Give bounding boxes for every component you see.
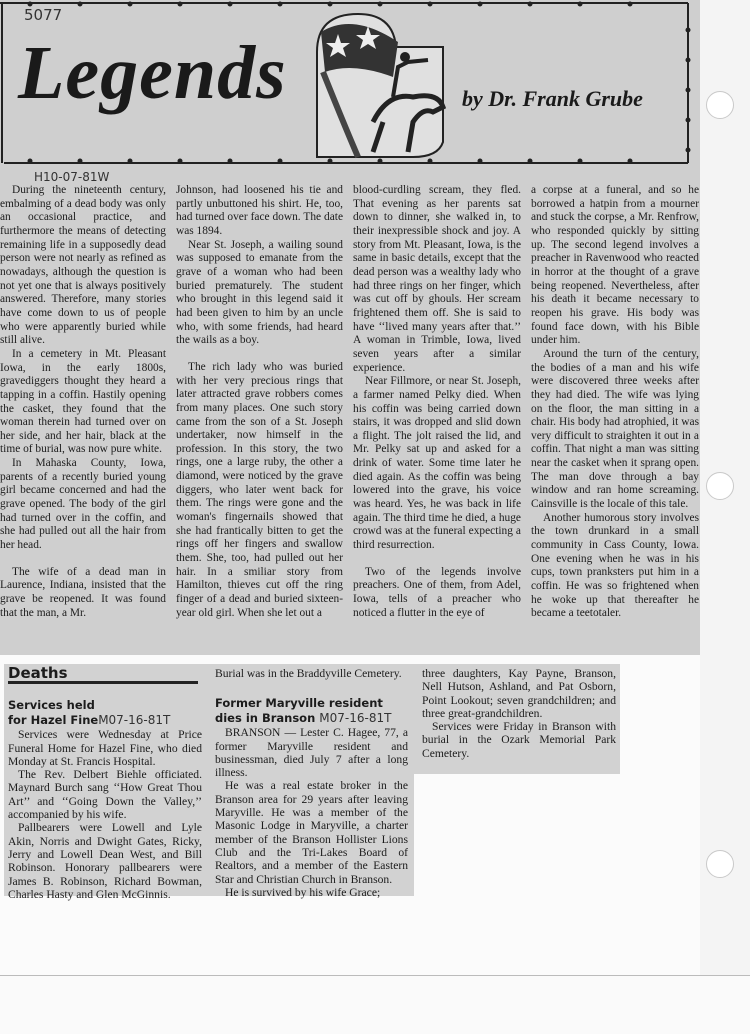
obituary-headline: Former Maryville resident: [215, 696, 383, 711]
obituary-paragraph: Services were Friday in Branson with burial in the Ozark Memorial Park Cemetery.: [422, 720, 616, 760]
column-title: Legends: [18, 31, 287, 115]
article-paragraph: a corpse at a funeral, and so he borrowed a hatpin from a mourner and stuck the corpse, a Mr. Renfrow, who responded quickly by sitting up. The second legend involves a preacher in Ravenwood who reacted in horror at the thought of a grave being reopened. Nevertheless, after his death it became necessary to reopen his grave. His body was found face down, with his Bible under him.: [531, 184, 699, 347]
article-column-2: [176, 184, 343, 620]
handwritten-date: M07-16-81T: [98, 713, 171, 728]
punch-hole: [706, 850, 734, 878]
column-header: [0, 0, 692, 168]
article-column-1: [0, 184, 166, 620]
article-paragraph: Around the turn of the century, the bodies of a man and his wife were discovered three weeks after they had died. The wife was lying on the floor, the man sitting in a chair. His body had atrophied, it was very difficult to straighten it out in a coffin. That night a man was sitting near the casket when it sprang open. The man dove through a bay window and ran home screaming. Cainsville is the locale of this tale.: [531, 347, 699, 511]
obituary-paragraph: Burial was in the Braddyville Cemetery.: [215, 667, 402, 680]
obituary-paragraph: Pallbearers were Lowell and Lyle Akin, Norris and Dwight Gates, Ricky, Jerry and Lowell Dean West, and Bill Robinson. Honorary pallbearers were James B. Robinson, Richard Bowman, Charles Hasty and Glen McGinnis.: [8, 821, 202, 901]
article-paragraph: blood-curdling scream, they fled. That evening as her parents sat down to dinner, she walked in, to their inexpressible shock and joy. A story from Mt. Pleasant, Iowa, is the same in basic details, except that the dead person was a wealthy lady who had three rings on her finger, which was cut off by ghouls. Her scream frightened them off. She is said to have ‘‘lived many years after that.’’ A woman in Trimble, Iowa, lived seven years after a similar experience.: [353, 184, 521, 374]
obituary-lester-hagee-continued: [422, 667, 616, 760]
article-column-3: [353, 184, 521, 620]
obituary-headline: [215, 711, 408, 726]
obituary-headline: [8, 713, 202, 728]
obituary-paragraph: Services were Wednesday at Price Funeral Home for Hazel Fine, who died Monday at St. Francis Hospital.: [8, 728, 202, 768]
obituary-lester-hagee: [215, 667, 408, 899]
obituary-paragraph: BRANSON — Lester C. Hagee, 77, a former Maryville resident and businessman, died July 7 after a long illness.: [215, 726, 408, 780]
punch-hole: [706, 91, 734, 119]
obituary-paragraph: He is survived by his wife Grace;: [225, 885, 381, 899]
article-paragraph: During the nineteenth century, embalming of a dead body was only an occasional practice, and furthermore the means of detecting remaining life in a supposedly dead person were not nearly as refined as nowadays, although the question is not yet one that is always positively answered. Therefore, many stories have come down to us of people who were apparently buried while still alive.: [0, 184, 166, 347]
handwritten-date: M07-16-81T: [319, 711, 392, 726]
article-paragraph: Another humorous story involves the town drunkard in a small community in Cass County, Iowa. One evening when he was in his cups, town pranksters put him in a coffin. He was so frightened when he woke up that thereafter he became a teetotaler.: [531, 511, 699, 620]
obituary-paragraph: The Rev. Delbert Biehle officiated. Maynard Burch sang ‘‘How Great Thou Art’’ and ‘‘Going Down the Valley,’’ accompanied by his wife.: [8, 768, 202, 822]
article-paragraph: Near Fillmore, or near St. Joseph, a farmer named Pelky died. When his coffin was being carried down stairs, it was dropped and slid down a flight. The jolt raised the lid, and Mr. Pelky sat up and asked for a drink of water. Some time later he died again. As the coffin was being lowered into the grave, his voice was heard. Yes, he was back in life again. The third time he died, a huge crowd was at the funeral expecting a third resurrection.: [353, 375, 521, 552]
article-paragraph: The wife of a dead man in Laurence, Indiana, insisted that the grave be reopened. It was found that the man, a Mr.: [0, 565, 166, 619]
article-paragraph: The rich lady who was buried with her very precious rings that later attracted grave robbers comes from many places. One such story came from the son of a St. Joseph undertaker, now himself in the profession. In this story, the two rings, one a large ruby, the other a diamond, were noticed by the grave diggers, who later went back for them. The rings were gone and the woman's fingernails showed that she had frantically bitten to get the rings off her fingers and swallow them. She, too, had pulled out her hair. In a smiliar story from Hamilton, thieves cut off the ring finger of a dead and buried sixteen-year old girl. When she let out a: [176, 360, 343, 619]
deaths-heading: Deaths: [8, 667, 198, 684]
article-column-4: [531, 184, 699, 621]
byline: by Dr. Frank Grube: [462, 86, 643, 111]
page-bottom: [0, 975, 750, 1034]
handwritten-number: 5077: [24, 6, 63, 24]
rider-flag-illustration: [313, 12, 448, 162]
article-paragraph: Near St. Joseph, a wailing sound was supposed to emanate from the grave of a woman who had been buried prematurely. The student who brought in this legend said it had been given to him by an uncle who, with some friends, had heard the wails as a boy.: [176, 238, 343, 347]
handwritten-date: H10-07-81W: [34, 170, 110, 184]
article-paragraph: Two of the legends involve preachers. One of them, from Adel, Iowa, tells of a preacher who noticed a flutter in the eye of: [353, 565, 521, 619]
article-paragraph: Johnson, had loosened his tie and partly unbuttoned his shirt. He, too, had turned over face down. The date was 1894.: [176, 184, 343, 237]
headline-text: for Hazel Fine: [8, 713, 99, 728]
article-paragraph: In a cemetery in Mt. Pleasant Iowa, in the early 1800s, gravediggers thought they heard a tapping in a coffin. Hastily opening the casket, they found that the woman therein had turned over on her side, and her hair, black at the time of burial, was now pure white.: [0, 347, 166, 456]
obituary-hazel-fine: [8, 664, 202, 901]
article-paragraph: In Mahaska County, Iowa, parents of a recently buried young girl became concerned and had the grave opened. The body of the girl had turned over in the coffin, and she had pulled out all the hair from her head.: [0, 457, 166, 552]
obituary-paragraph: three daughters, Kay Payne, Branson, Nell Hutson, Ashland, and Pat Osborn, Point Lookout; seven grandchildren; and three great-grandchildren.: [422, 667, 616, 720]
punch-hole: [706, 472, 734, 500]
obituary-paragraph: He was a real estate broker in the Branson area for 29 years after leaving Maryville. He was a member of the Masonic Lodge in Maryville, a charter member of the Branson Hollister Lions Club and the Tri-Lakes Board of Realtors, and a member of the Eastern Star and Christian Church in Branson.: [215, 779, 408, 886]
headline-text: dies in Branson: [215, 711, 316, 726]
obituary-headline: Services held: [8, 698, 95, 713]
